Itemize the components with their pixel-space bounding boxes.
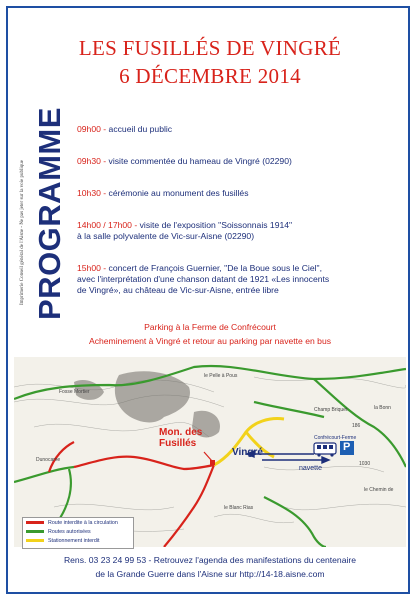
- elevation-label: 186: [352, 423, 361, 429]
- program-text: visite de l'exposition "Soissonnais 1914": [139, 220, 293, 230]
- parking-line1: Parking à la Ferme de Confrécourt: [144, 322, 276, 332]
- place-label: la Bonn: [374, 405, 391, 411]
- legend-item: [26, 536, 133, 545]
- bus-icon: [314, 443, 336, 457]
- map-legend: [22, 517, 134, 549]
- legend-label: Stationnement interdit: [48, 537, 100, 544]
- imprint-note: Imprimerie Conseil général de l'Aisne - Ne pas jeter sur la voie publique: [20, 159, 25, 305]
- legend-item: [26, 518, 133, 527]
- program-text-line3: de Vingré», au château de Vic-sur-Aisne, entrée libre: [77, 285, 279, 295]
- event-title: LES FUSILLÉS DE VINGRÉ: [78, 36, 342, 60]
- program-text: visite commentée du hameau de Vingré (02290): [108, 156, 292, 166]
- place-label: le Chemin de: [364, 487, 394, 493]
- program-time: 09h00: [77, 124, 101, 134]
- place-label: Fosse Mortier: [59, 389, 90, 395]
- program-time: 14h00 / 17h00: [77, 220, 132, 230]
- program-text: accueil du public: [108, 124, 173, 134]
- program-item: 09h00 - accueil du public: [77, 124, 173, 134]
- footer-line1: Rens. 03 23 24 99 53 - Retrouvez l'agenda des manifestations du centenaire: [63, 555, 357, 565]
- no-parking-road: [214, 419, 284, 465]
- program-time: 09h30: [77, 156, 101, 166]
- program-item: 14h00 / 17h00 - visite de l'exposition "Soissonnais 1914" à la salle polyvalente de Vic-sur-Aisne (02290): [77, 220, 293, 241]
- monument-label-line2: Fusillés: [159, 438, 197, 449]
- farm-label: Confrécourt-Ferme: [314, 435, 357, 441]
- elevation-label: 1030: [359, 461, 371, 467]
- program-text: concert de François Guernier, "De la Boue sous le Ciel",: [108, 263, 322, 273]
- shuttle-label: navette: [299, 465, 322, 472]
- legend-swatch: [26, 539, 44, 542]
- legend-item: [26, 527, 133, 536]
- place-label: Dunocame: [36, 457, 61, 463]
- legend-swatch: [26, 530, 44, 533]
- program-item: 15h00 - concert de François Guernier, "De la Boue sous le Ciel", avec l'interprétation d'une chanson datant de 1921 «Les innocents de Vingré», au château de Vic-sur-Aisne, entrée libre: [77, 263, 330, 295]
- place-label: le Blanc Rias: [224, 505, 254, 511]
- programme-vertical-label: PROGRAMME: [32, 107, 67, 320]
- program-text-line2: avec l'interprétation d'une chanson datant de 1921 «Les innocents: [77, 274, 330, 284]
- program-text: cérémonie au monument des fusillés: [108, 188, 249, 198]
- program-item: 09h30 - visite commentée du hameau de Vingré (02290): [77, 156, 292, 166]
- event-date: 6 DÉCEMBRE 2014: [119, 64, 301, 88]
- program-time: 15h00: [77, 263, 101, 273]
- program-item: 10h30 - cérémonie au monument des fusillés: [77, 188, 249, 198]
- program-time: 10h30: [77, 188, 101, 198]
- place-label: le Pelle à Pous: [204, 373, 238, 379]
- legend-swatch: [26, 521, 44, 524]
- footer-line2: de la Grande Guerre dans l'Aisne sur http://14-18.aisne.com: [95, 569, 325, 579]
- parking-sign-label: P: [343, 441, 351, 453]
- monument-label: [159, 427, 202, 449]
- parking-line2: Acheminement à Vingré et retour au parking par navette en bus: [88, 336, 332, 346]
- monument-label-line1: Mon. des: [159, 427, 203, 438]
- legend-label: Routes autorisées: [48, 528, 91, 535]
- village-label: Vingré: [232, 447, 263, 458]
- program-text-line2: à la salle polyvalente de Vic-sur-Aisne (02290): [77, 231, 255, 241]
- place-label: Champ Briquet: [314, 407, 348, 413]
- legend-label: Route interdite à la circulation: [48, 519, 118, 526]
- monument-marker: [204, 452, 215, 465]
